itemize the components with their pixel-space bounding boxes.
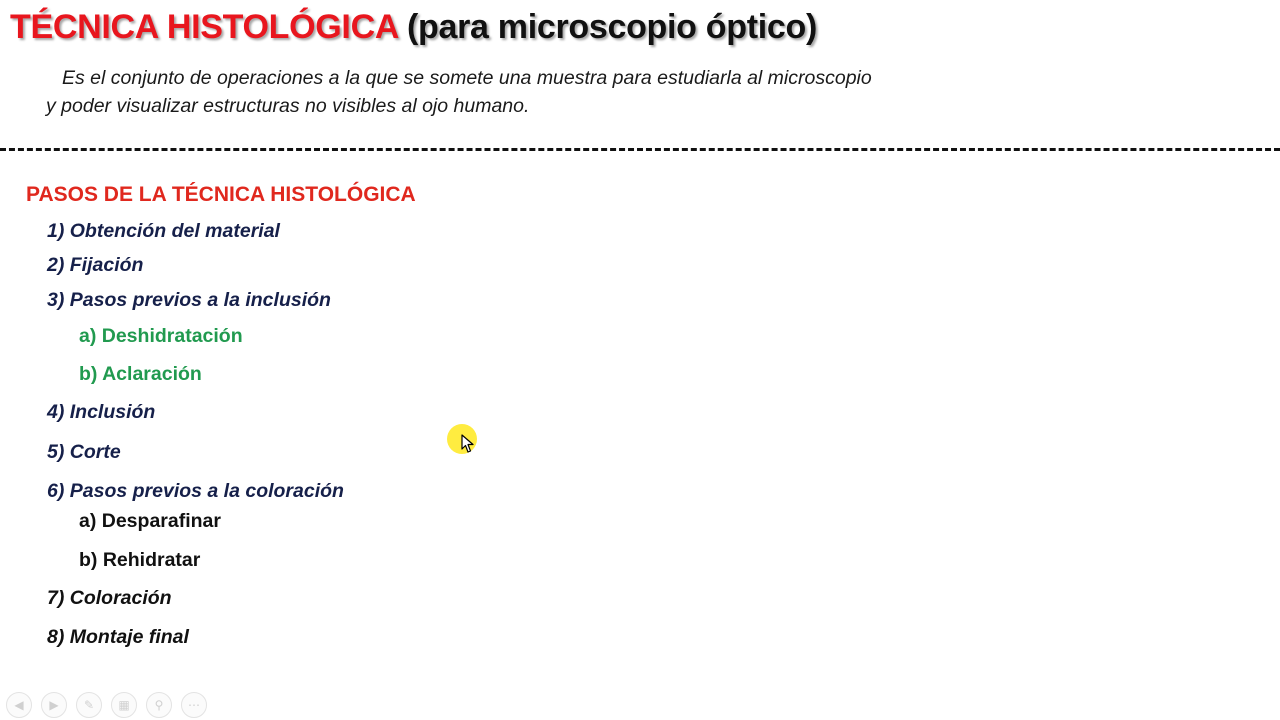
slide-title (10, 8, 817, 47)
sub-step-6a: a) Desparafinar (79, 510, 221, 532)
slideshow-toolbar (6, 692, 207, 718)
slide-title-highlight: TÉCNICA HISTOLÓGICA (10, 8, 398, 46)
step-6: 6) Pasos previos a la coloración (47, 480, 344, 502)
step-5: 5) Corte (47, 441, 121, 463)
more-options-icon[interactable]: ⋯ (181, 692, 207, 718)
dashed-divider (0, 148, 1280, 151)
mouse-pointer-icon (461, 434, 475, 454)
zoom-icon[interactable]: ⚲ (146, 692, 172, 718)
sub-step-3b: b) Aclaración (79, 363, 202, 385)
sub-step-3a: a) Deshidratación (79, 325, 243, 347)
step-1: 1) Obtención del material (47, 220, 280, 242)
step-4: 4) Inclusión (47, 401, 156, 423)
step-3: 3) Pasos previos a la inclusión (47, 289, 331, 311)
pen-icon[interactable]: ✎ (76, 692, 102, 718)
next-icon[interactable]: ▶ (41, 692, 67, 718)
step-2: 2) Fijación (47, 254, 144, 276)
step-7: 7) Coloración (47, 587, 172, 609)
section-title: PASOS DE LA TÉCNICA HISTOLÓGICA (26, 183, 416, 206)
step-8: 8) Montaje final (47, 626, 189, 648)
slides-icon[interactable]: ▦ (111, 692, 137, 718)
slide-title-rest: (para microscopio óptico) (406, 8, 817, 46)
sub-step-6b: b) Rehidratar (79, 549, 201, 571)
intro-paragraph: Es el conjunto de operaciones a la que se somete una muestra para estudiarla al microscopio y poder visualizar estructuras no visibles al ojo humano. (46, 67, 872, 117)
previous-icon[interactable]: ◀ (6, 692, 32, 718)
